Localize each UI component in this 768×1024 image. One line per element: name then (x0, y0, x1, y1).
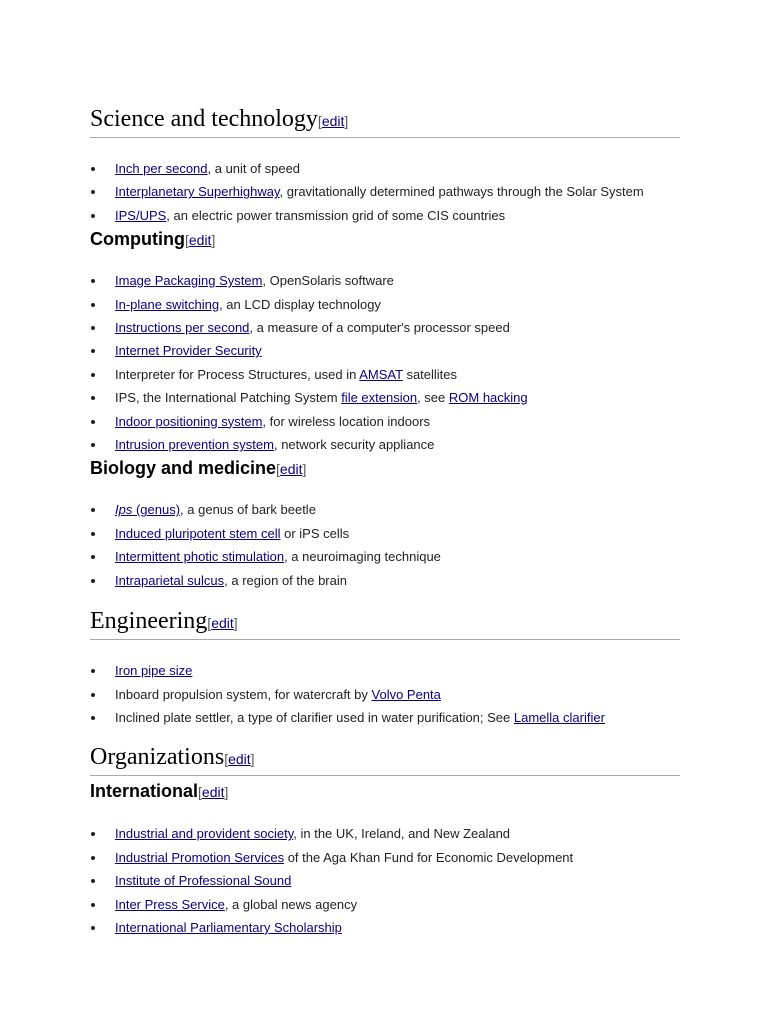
list-item (90, 410, 680, 433)
list-item (90, 339, 680, 362)
item-description: , a measure of a computer's processor speed (249, 320, 510, 336)
item-description: , in the UK, Ireland, and New Zealand (293, 826, 511, 842)
link-ips-italic: Ips (115, 502, 133, 518)
heading-organizations (90, 742, 680, 776)
link-industrial-and-provident-society[interactable]: Industrial and provident society (115, 826, 294, 842)
link-ips-ups[interactable]: IPS/UPS (115, 207, 167, 223)
edit-link-organizations[interactable]: edit (228, 751, 251, 768)
edit-bracket-close: ] (224, 784, 229, 801)
heading-international-text: International (90, 781, 199, 802)
edit-bracket-open: [ (276, 461, 280, 478)
list-item (90, 822, 680, 845)
item-description: , network security appliance (273, 437, 435, 453)
link-institute-of-professional-sound[interactable]: Institute of Professional Sound (115, 873, 292, 889)
heading-biology-and-medicine (90, 456, 680, 481)
edit-bracket-open: [ (317, 113, 322, 129)
list-item (90, 706, 680, 729)
list-international (90, 822, 680, 939)
list-item (90, 316, 680, 339)
list-item (90, 683, 680, 706)
list-item (90, 204, 680, 227)
edit-link-science[interactable]: edit (321, 113, 345, 129)
edit-bracket-open: [ (184, 232, 189, 249)
section-engineering (90, 606, 680, 729)
item-description: Inboard propulsion system, for watercraft by (115, 686, 372, 702)
edit-bracket-open: [ (207, 615, 212, 632)
item-description: , an LCD display technology (219, 296, 381, 312)
list-item (90, 522, 680, 545)
edit-section-international (198, 784, 228, 800)
link-volvo-penta[interactable]: Volvo Penta (371, 686, 441, 702)
link-interplanetary-superhighway[interactable]: Interplanetary Superhighway (115, 184, 280, 200)
item-description: , gravitationally determined pathways through the Solar System (279, 184, 644, 200)
edit-section-biology (276, 461, 306, 477)
article-content (90, 104, 680, 939)
list-biology (90, 498, 680, 592)
list-item (90, 157, 680, 180)
link-international-parliamentary-scholarship[interactable]: International Parliamentary Scholarship (115, 919, 342, 935)
list-item (90, 269, 680, 292)
list-item (90, 659, 680, 682)
edit-link-computing[interactable]: edit (188, 232, 212, 249)
link-inch-per-second[interactable]: Inch per second (115, 161, 208, 176)
edit-bracket-close: ] (344, 113, 349, 129)
heading-engineering-text: Engineering (90, 608, 208, 635)
item-description: IPS, the International Patching System (115, 390, 342, 406)
item-description: , a genus of bark beetle (180, 502, 316, 518)
edit-bracket-close: ] (302, 461, 307, 478)
edit-bracket-open: [ (224, 751, 229, 768)
link-indoor-positioning-system[interactable]: Indoor positioning system (115, 413, 263, 429)
link-intraparietal-sulcus[interactable]: Intraparietal sulcus (115, 572, 225, 588)
link-induced-pluripotent-stem-cell[interactable]: Induced pluripotent stem cell (115, 525, 281, 541)
edit-bracket-open: [ (198, 784, 202, 801)
list-item (90, 363, 680, 386)
item-description: Interpreter for Process Structures, used in (115, 366, 360, 382)
list-science (90, 157, 680, 227)
link-file-extension[interactable]: file extension (341, 390, 418, 406)
item-description: of the Aga Khan Fund for Economic Development (284, 849, 574, 865)
list-item (90, 869, 680, 892)
edit-link-engineering[interactable]: edit (211, 615, 234, 632)
list-engineering (90, 659, 680, 729)
item-description: or iPS cells (280, 525, 350, 541)
list-item (90, 386, 680, 409)
list-item (90, 293, 680, 316)
item-description: Inclined plate settler, a type of clarifier used in water purification; See (115, 709, 514, 725)
link-rom-hacking[interactable]: ROM hacking (448, 390, 528, 406)
item-description: , an electric power transmission grid of some CIS countries (166, 207, 506, 223)
link-image-packaging-system[interactable]: Image Packaging System (115, 273, 263, 289)
edit-bracket-close: ] (211, 232, 216, 249)
link-lamella-clarifier[interactable]: Lamella clarifier (513, 709, 605, 725)
list-item (90, 498, 680, 521)
list-item (90, 916, 680, 939)
heading-international (90, 779, 680, 804)
section-biology-and-medicine (90, 456, 680, 592)
list-item (90, 893, 680, 916)
item-description: , OpenSolaris software (262, 273, 394, 289)
edit-section-organizations (224, 751, 254, 767)
edit-section-science (318, 113, 348, 129)
edit-link-biology[interactable]: edit (279, 461, 303, 478)
item-description: , a neuroimaging technique (284, 549, 441, 565)
list-item (90, 846, 680, 869)
list-item (90, 433, 680, 456)
heading-engineering (90, 606, 680, 640)
link-in-plane-switching[interactable]: In-plane switching (115, 296, 220, 312)
link-iron-pipe-size[interactable]: Iron pipe size (115, 663, 193, 679)
item-description: satellites (402, 366, 458, 382)
section-international (90, 779, 680, 939)
link-intrusion-prevention-system[interactable]: Intrusion prevention system (115, 437, 274, 453)
link-internet-provider-security[interactable]: Internet Provider Security (115, 343, 262, 359)
link-industrial-promotion-services[interactable]: Industrial Promotion Services (115, 849, 285, 865)
heading-computing (90, 227, 680, 252)
link-amsat[interactable]: AMSAT (359, 366, 403, 382)
section-computing (90, 227, 680, 456)
item-description: , a global news agency (224, 896, 358, 912)
item-description: , a unit of speed (207, 161, 301, 176)
heading-science-and-technology (90, 104, 680, 138)
link-instructions-per-second[interactable]: Instructions per second (115, 320, 250, 336)
edit-link-international[interactable]: edit (201, 784, 225, 801)
heading-computing-text: Computing (90, 229, 185, 250)
edit-bracket-close: ] (250, 751, 255, 768)
item-description: , see (417, 390, 449, 406)
edit-section-computing (185, 232, 215, 248)
edit-section-engineering (207, 615, 237, 631)
link-inter-press-service[interactable]: Inter Press Service (115, 896, 225, 912)
list-item (90, 545, 680, 568)
item-description: , for wireless location indoors (262, 413, 431, 429)
list-item (90, 180, 680, 203)
heading-organizations-text: Organizations (90, 744, 225, 771)
link-genus-text: (genus) (135, 502, 181, 518)
link-ips-genus[interactable] (115, 502, 180, 517)
list-item (90, 569, 680, 592)
link-intermittent-photic-stimulation[interactable]: Intermittent photic stimulation (115, 549, 285, 565)
edit-bracket-close: ] (233, 615, 238, 632)
section-science-and-technology (90, 104, 680, 227)
heading-science-and-technology-text: Science and technology (90, 106, 318, 132)
list-computing (90, 269, 680, 456)
heading-biology-text: Biology and medicine (90, 458, 277, 479)
section-organizations (90, 742, 680, 776)
item-description: , a region of the brain (224, 572, 347, 588)
